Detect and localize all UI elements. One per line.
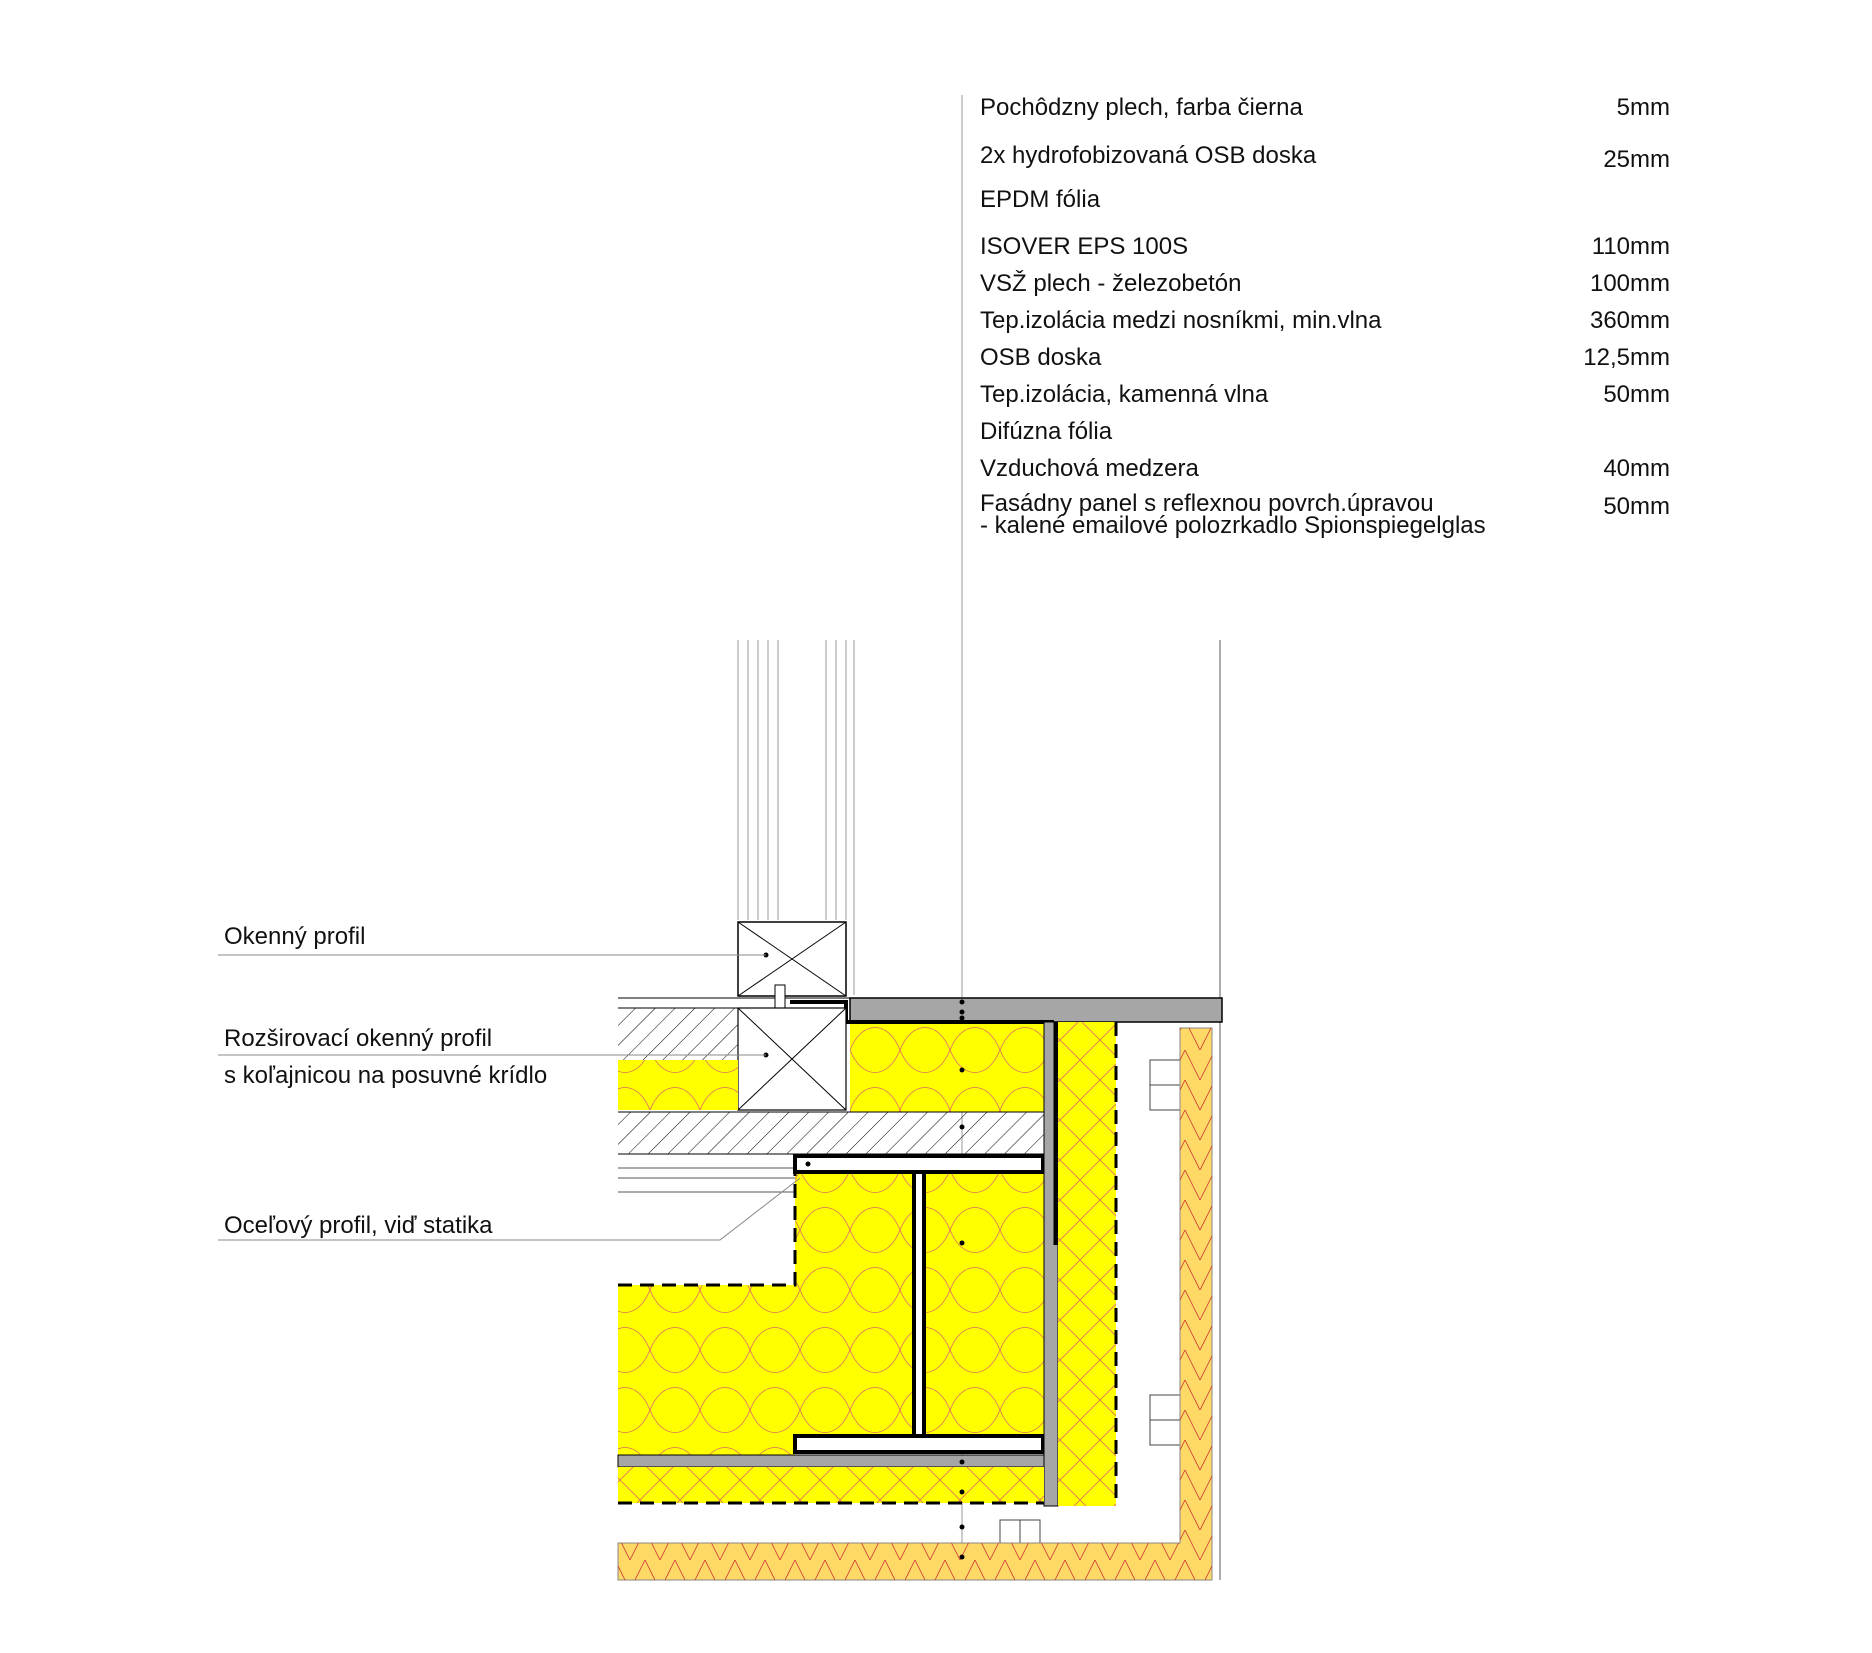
window-profile: [738, 922, 846, 996]
legend-layer-thickness: 25mm: [1603, 146, 1670, 173]
legend-layer-name: VSŽ plech - železobetón: [980, 270, 1242, 297]
legend-layer-name: 2x hydrofobizovaná OSB doska: [980, 142, 1317, 169]
legend-layer-thickness: 40mm: [1603, 455, 1670, 482]
legend-layer-name: Tep.izolácia, kamenná vlna: [980, 381, 1269, 408]
legend-layer-thickness: 110mm: [1591, 233, 1670, 260]
walking-plate: [850, 998, 1222, 1022]
legend-layer-thickness: 12,5mm: [1583, 344, 1670, 371]
osb-board-horizontal: [618, 1455, 1044, 1467]
legend-layer-name: OSB doska: [980, 344, 1102, 371]
hatched-layer: [618, 1008, 738, 1060]
legend-layer-name: Vzduchová medzera: [980, 455, 1199, 482]
legend-layer-name-line2: - kalené emailové polozrkadlo Spionspiegelglas: [980, 512, 1486, 539]
legend-layer-name: Difúzna fólia: [980, 418, 1113, 445]
legend-layer-thickness: 5mm: [1616, 94, 1670, 121]
legend-layer-name: Fasádny panel s reflexnou povrch.úpravou: [980, 490, 1434, 517]
legend-layer-thickness: 50mm: [1603, 493, 1670, 520]
extension-window-profile: [738, 1008, 846, 1110]
legend-layer-thickness: 50mm: [1603, 381, 1670, 408]
callout-extension-profile-line1: Rozširovací okenný profil: [224, 1025, 493, 1052]
legend-layer-name: EPDM fólia: [980, 186, 1101, 213]
callout-steel-profile: Oceľový profil, viď statika: [224, 1212, 493, 1239]
legend-layer-thickness: 360mm: [1589, 307, 1670, 334]
callout-window-profile: Okenný profil: [224, 923, 366, 950]
legend-layer-name: ISOVER EPS 100S: [980, 233, 1189, 260]
legend-layer-thickness: 100mm: [1589, 270, 1670, 297]
legend-layer-name: Pochôdzny plech, farba čierna: [980, 94, 1303, 121]
legend-layer-name: Tep.izolácia medzi nosníkmi, min.vlna: [980, 307, 1382, 334]
concrete-slab: [618, 1112, 1044, 1154]
callout-extension-profile-line2: s koľajnicou na posuvné krídlo: [224, 1062, 548, 1089]
